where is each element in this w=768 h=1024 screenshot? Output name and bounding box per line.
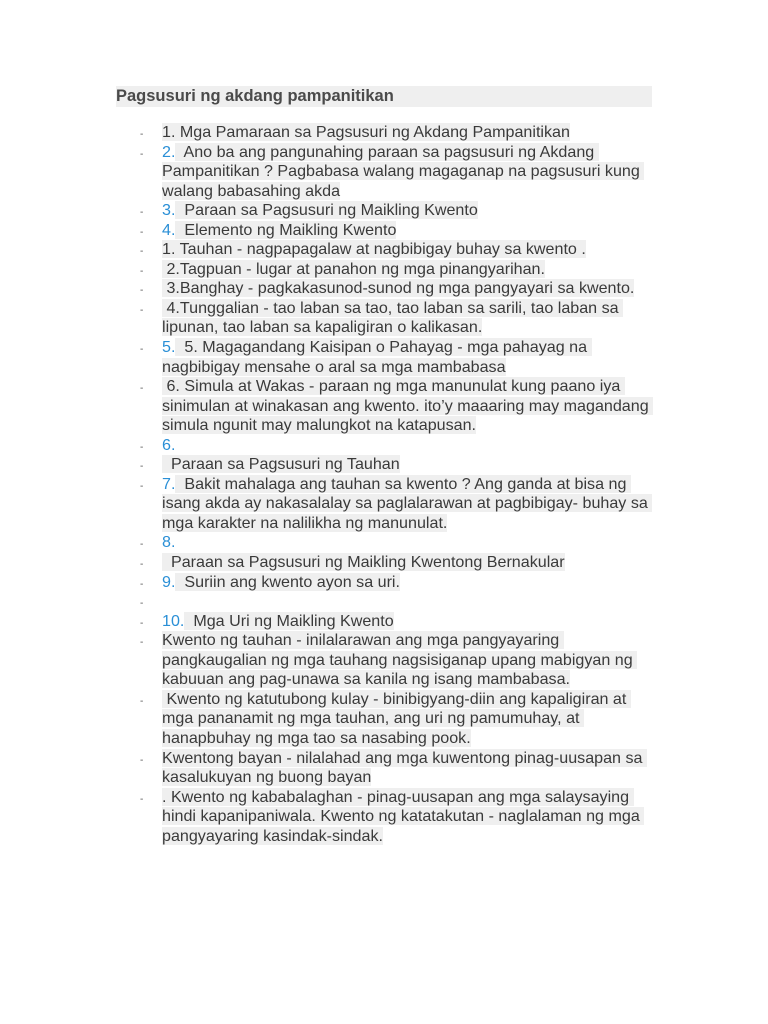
bullet-icon: - [140, 754, 144, 766]
list-item [0, 221, 768, 241]
bullet-icon: - [140, 559, 144, 571]
list-item [0, 436, 768, 456]
list-item [0, 612, 768, 632]
item-text: Paraan sa Pagsusuri ng Maikling Kwento [175, 201, 478, 220]
list-item [0, 690, 768, 749]
bullet-icon: - [140, 304, 144, 316]
list-item-text [162, 788, 660, 847]
item-text: 1. Mga Pamaraan sa Pagsusuri ng Akdang Pampanitikan [162, 123, 570, 141]
item-number: 8. [162, 533, 176, 552]
list-item-text [162, 221, 660, 241]
item-number: 4. [162, 220, 176, 239]
list-item [0, 455, 768, 475]
list-item-text [162, 533, 660, 553]
item-number: 2. [162, 142, 176, 161]
list-item-text [162, 436, 660, 456]
list-item-text [162, 279, 660, 299]
list-item [0, 592, 768, 612]
page-title: Pagsusuri ng akdang pampanitikan [116, 86, 652, 107]
item-text: Mga Uri ng Maikling Kwento [184, 611, 394, 630]
bullet-icon: - [140, 285, 144, 297]
list-item-text [162, 455, 660, 475]
item-text: Kwento ng katutubong kulay - binibigyang-diin ang kapaligiran at mga pananamit ng mga tauhan, ang uri ng pamumuhay, at hanapbuhay ng mga tao sa nasabing pook. [162, 689, 631, 747]
list-item [0, 338, 768, 377]
list-item-text [162, 475, 660, 534]
item-text: Kwento ng tauhan - inilalarawan ang mga pangyayaring pangkaugalian ng mga tauhang nagsisiganap upang mabigyan ng kabuuan ang pag-unawa sa kanila ng isang mambabasa. [162, 631, 638, 689]
list-item [0, 201, 768, 221]
list-item-text [162, 749, 660, 788]
list-item [0, 143, 768, 202]
bullet-icon: - [140, 148, 144, 160]
item-text: 2.Tagpuan - lugar at panahon ng mga pinangyarihan. [162, 259, 545, 278]
item-text: Paraan sa Pagsusuri ng Maikling Kwentong Bernakular [162, 553, 565, 572]
bullet-icon: - [140, 695, 144, 707]
item-text: 5. Magagandang Kaisipan o Pahayag - mga pahayag na nagbibigay mensahe o aral sa mga mambabasa [162, 338, 592, 376]
item-number: 7. [162, 474, 176, 493]
list-item [0, 475, 768, 534]
bullet-icon: - [140, 207, 144, 219]
list-item [0, 123, 768, 143]
item-text: 3.Banghay - pagkakasunod-sunod ng mga pangyayari sa kwento. [162, 279, 635, 298]
bullet-icon: - [140, 578, 144, 590]
item-text: Paraan sa Pagsusuri ng Tauhan [162, 455, 400, 474]
bullet-icon: - [140, 441, 144, 453]
list-item-text [162, 143, 660, 202]
list-item-text [162, 338, 660, 377]
list-item [0, 631, 768, 690]
item-text: Kwentong bayan - nilalahad ang mga kuwentong pinag-uusapan sa kasalukuyan ng buong bayan [162, 748, 647, 787]
item-number: 5. [162, 338, 176, 357]
bullet-icon: - [140, 226, 144, 238]
item-text: . Kwento ng kababalaghan - pinag-uusapan ang mga salaysaying hindi kapanipaniwala. Kwento ng katatakutan - naglalaman ng mga pangyayaring kasindak-sindak. [162, 787, 645, 845]
list-item [0, 533, 768, 553]
list-item-text [162, 631, 660, 690]
item-number: 9. [162, 572, 176, 591]
bullet-icon: - [140, 598, 144, 610]
bullet-icon: - [140, 246, 144, 258]
item-number: 6. [162, 435, 176, 454]
bullet-icon: - [140, 129, 144, 140]
item-text: 4.Tunggalian - tao laban sa tao, tao laban sa sarili, tao laban sa lipunan, tao laban sa kapaligiran o kalikasan. [162, 298, 624, 337]
list-item [0, 377, 768, 436]
item-text: Elemento ng Maikling Kwento [175, 220, 397, 239]
bullet-icon: - [140, 383, 144, 395]
item-text: Ano ba ang pangunahing paraan sa pagsusuri ng Akdang Pampanitikan ? Pagbabasa walang magaganap na pagsusuri kung walang babasahing akda [162, 142, 645, 200]
list-item [0, 260, 768, 280]
list-item-text [162, 377, 660, 436]
list-item [0, 299, 768, 338]
item-text: Bakit mahalaga ang tauhan sa kwento ? Ang ganda at bisa ng isang akda ay nakasalalay sa paglalarawan at pagbibigay- buhay sa mga karakter na nalilikha ng manunulat. [162, 474, 653, 532]
list-item [0, 573, 768, 593]
item-text: 6. Simula at Wakas - paraan ng mga manunulat kung paano iya sinimulan at winakasan ang kwento. ito’y maaaring may magandang simula ngunit may malungkot na katapusan. [162, 377, 654, 435]
item-number: 3. [162, 201, 176, 220]
item-text: 1. Tauhan - nagpapagalaw at nagbibigay buhay sa kwento . [162, 240, 586, 259]
list-item-text [162, 123, 660, 143]
bullet-icon: - [140, 539, 144, 551]
list-item-text [162, 299, 660, 338]
list-item [0, 788, 768, 847]
bullet-icon: - [140, 617, 144, 629]
bullet-icon: - [140, 793, 144, 805]
bullet-icon: - [140, 344, 144, 356]
document-body-list [0, 123, 768, 846]
list-item [0, 240, 768, 260]
list-item-text [162, 690, 660, 749]
list-item-text [162, 612, 660, 632]
bullet-icon: - [140, 637, 144, 649]
bullet-icon: - [140, 265, 144, 277]
list-item-text [162, 201, 660, 221]
list-item-text [162, 240, 660, 260]
item-number: 10. [162, 611, 185, 630]
list-item-text [162, 553, 660, 573]
bullet-icon: - [140, 461, 144, 473]
list-item [0, 749, 768, 788]
item-text: Suriin ang kwento ayon sa uri. [175, 572, 400, 591]
bullet-icon: - [140, 480, 144, 492]
list-item-text [162, 573, 660, 593]
list-item [0, 279, 768, 299]
list-item-text [162, 260, 660, 280]
list-item [0, 553, 768, 573]
